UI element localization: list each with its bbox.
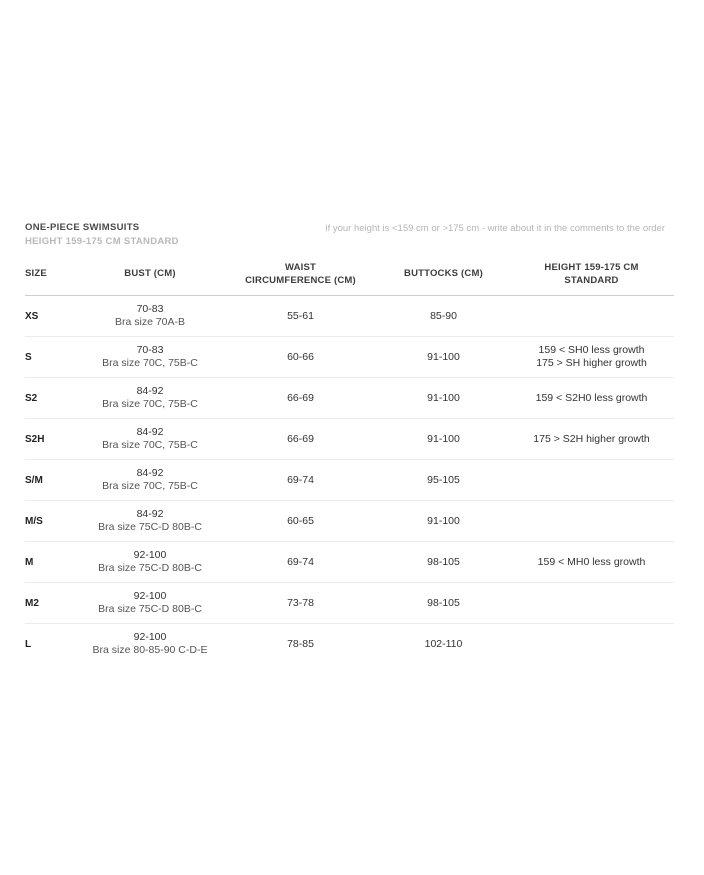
bust-value: 70-83 <box>136 344 164 356</box>
height-cell <box>509 296 674 337</box>
table-row <box>25 542 674 583</box>
size-chart <box>25 222 674 656</box>
col-header-waist-line2: CIRCUMFERENCE (CM) <box>245 274 356 286</box>
buttocks-cell: 91-100 <box>378 501 509 542</box>
height-cell <box>509 501 674 542</box>
table-row <box>25 296 674 337</box>
waist-cell: 66-69 <box>223 419 378 460</box>
waist-cell: 60-65 <box>223 501 378 542</box>
bust-value: 92-100 <box>133 631 167 643</box>
col-header-height-line1: HEIGHT 159-175 CM <box>544 261 639 273</box>
size-cell: M <box>25 542 77 583</box>
waist-cell: 55-61 <box>223 296 378 337</box>
table-row <box>25 460 674 501</box>
buttocks-cell: 91-100 <box>378 378 509 419</box>
bra-size: Bra size 75C-D 80B-C <box>98 521 202 533</box>
height-cell <box>509 460 674 501</box>
bra-size: Bra size 70C, 75B-C <box>102 398 198 410</box>
waist-cell: 78-85 <box>287 637 314 650</box>
waist-cell: 73-78 <box>223 583 378 624</box>
col-header-size: SIZE <box>25 252 77 296</box>
height-note-2: 175 > SH higher growth <box>536 357 647 369</box>
table-row <box>25 419 674 460</box>
height-note-1: 175 > S2H higher growth <box>533 432 650 445</box>
height-note-1: 159 < MH0 less growth <box>537 555 646 568</box>
chart-subtitle: HEIGHT 159-175 CM STANDARD <box>25 236 179 247</box>
col-header-height <box>509 252 674 296</box>
bust-value: 84-92 <box>136 426 164 438</box>
size-table <box>25 252 674 664</box>
bust-value: 92-100 <box>133 590 167 602</box>
waist-cell: 69-74 <box>223 460 378 501</box>
col-header-waist-line1: WAIST <box>284 261 317 273</box>
bust-cell <box>77 460 223 501</box>
bust-cell <box>77 624 223 665</box>
size-cell: S2H <box>25 419 77 460</box>
bust-cell <box>77 378 223 419</box>
bra-size: Bra size 75C-D 80B-C <box>98 603 202 615</box>
bust-value: 92-100 <box>133 549 167 561</box>
size-cell: S <box>25 337 77 378</box>
bust-value: 84-92 <box>136 467 164 479</box>
table-row <box>25 624 674 665</box>
table-header-row <box>25 252 674 296</box>
height-note: if your height is <159 cm or >175 cm - write about it in the comments to the order <box>325 223 665 234</box>
waist-cell: 60-66 <box>223 337 378 378</box>
col-header-height-line2: STANDARD <box>564 274 619 286</box>
height-cell <box>509 378 674 419</box>
size-cell: XS <box>25 296 77 337</box>
bra-size: Bra size 75C-D 80B-C <box>98 562 202 574</box>
bra-size: Bra size 70A-B <box>114 316 186 328</box>
bust-cell <box>77 542 223 583</box>
bust-cell <box>77 337 223 378</box>
bra-size: Bra size 70C, 75B-C <box>102 480 198 492</box>
bra-size: Bra size 70C, 75B-C <box>102 357 198 369</box>
size-cell: M2 <box>25 583 77 624</box>
height-cell <box>509 542 674 583</box>
buttocks-cell: 91-100 <box>378 337 509 378</box>
bust-cell <box>77 419 223 460</box>
waist-cell: 69-74 <box>223 542 378 583</box>
bra-size: Bra size 70C, 75B-C <box>102 439 198 451</box>
col-header-bust: BUST (CM) <box>77 252 223 296</box>
table-row <box>25 337 674 378</box>
buttocks-cell: 102-110 <box>424 637 463 650</box>
bust-cell <box>77 501 223 542</box>
height-note-1: 159 < SH0 less growth <box>538 344 645 356</box>
bra-size: Bra size 80-85-90 C-D-E <box>92 644 208 656</box>
buttocks-cell: 85-90 <box>378 296 509 337</box>
bust-value: 84-92 <box>136 385 164 397</box>
bust-cell <box>77 583 223 624</box>
chart-title: ONE-PIECE SWIMSUITS <box>25 222 140 233</box>
size-cell: M/S <box>25 501 77 542</box>
height-cell <box>509 419 674 460</box>
bust-value: 84-92 <box>136 508 164 520</box>
buttocks-cell: 95-105 <box>378 460 509 501</box>
bust-value: 70-83 <box>136 303 164 315</box>
size-cell: S/M <box>25 460 77 501</box>
size-cell: L <box>25 638 32 650</box>
buttocks-cell: 98-105 <box>378 542 509 583</box>
table-row <box>25 501 674 542</box>
size-cell: S2 <box>25 378 77 419</box>
waist-cell: 66-69 <box>223 378 378 419</box>
bust-cell <box>77 296 223 337</box>
table-row <box>25 583 674 624</box>
height-cell <box>509 337 674 378</box>
col-header-buttocks: BUTTOCKS (CM) <box>378 252 509 296</box>
table-row <box>25 378 674 419</box>
col-header-waist <box>223 252 378 296</box>
chart-header <box>25 222 674 250</box>
buttocks-cell: 98-105 <box>378 583 509 624</box>
height-cell <box>509 624 674 665</box>
height-note-1: 159 < S2H0 less growth <box>535 391 648 404</box>
height-cell <box>509 583 674 624</box>
buttocks-cell: 91-100 <box>378 419 509 460</box>
